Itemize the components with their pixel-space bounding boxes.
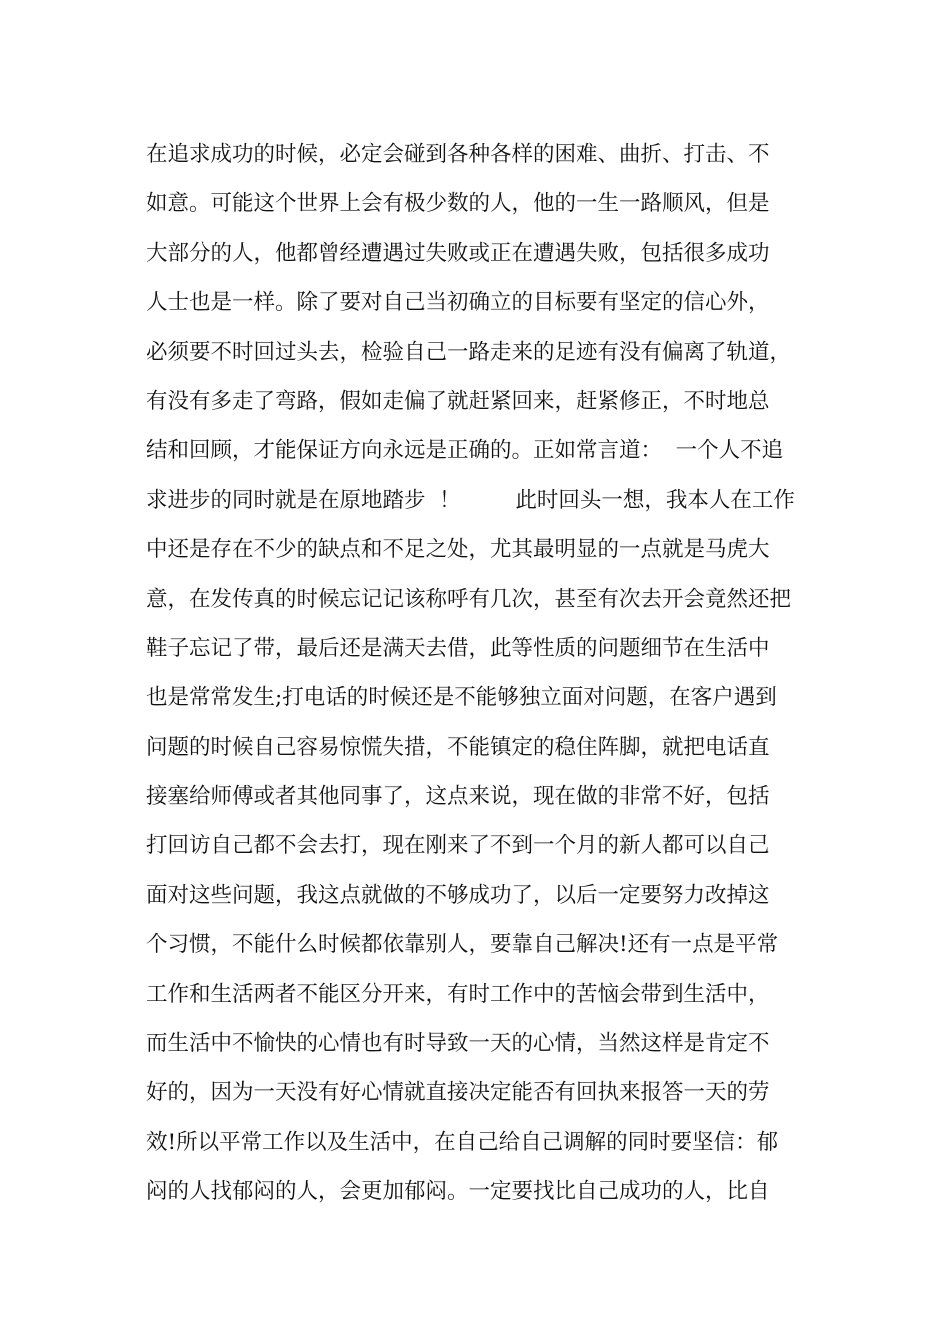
text-line: 而生活中不愉快的心情也有时导致一天的心情，当然这样是肯定不 bbox=[146, 1031, 770, 1057]
body-text bbox=[146, 130, 826, 1217]
text-line: 大部分的人，他都曾经遭遇过失败或正在遭遇失败，包括很多成功 bbox=[146, 240, 770, 266]
text-line: 如意。可能这个世界上会有极少数的人，他的一生一路顺风，但是 bbox=[146, 191, 770, 217]
text-line: 意，在发传真的时候忘记记该称呼有几次，甚至有次去开会竟然还把 bbox=[146, 586, 792, 612]
text-line: 也是常常发生;打电话的时候还是不能够独立面对问题，在客户遇到 bbox=[146, 685, 777, 711]
text-line: 必须要不时回过头去，检验自己一路走来的足迹有没有偏离了轨道， bbox=[146, 339, 792, 365]
text-line: 个习惯，不能什么时候都依靠别人，要靠自己解决!还有一点是平常 bbox=[146, 932, 779, 958]
text-line: 面对这些问题，我这点就做的不够成功了，以后一定要努力改掉这 bbox=[146, 882, 770, 908]
text-line: 工作和生活两者不能区分开来，有时工作中的苦恼会带到生活中， bbox=[146, 981, 770, 1007]
text-line: 效!所以平常工作以及生活中，在自己给自己调解的同时要坚信：郁 bbox=[146, 1129, 779, 1155]
text-line: 好的，因为一天没有好心情就直接决定能否有回执来报答一天的劳 bbox=[146, 1080, 770, 1106]
text-line: 鞋子忘记了带，最后还是满天去借，此等性质的问题细节在生活中 bbox=[146, 635, 770, 661]
text-line: 在追求成功的时候，必定会碰到各种各样的困难、曲折、打击、不 bbox=[146, 142, 770, 167]
text-line: 接塞给师傅或者其他同事了，这点来说，现在做的非常不好，包括 bbox=[146, 784, 770, 810]
text-line: 有没有多走了弯路，假如走偏了就赶紧回来，赶紧修正，不时地总 bbox=[146, 388, 770, 414]
text-line: 求进步的同时就是在原地踏步 ！ 此时回头一想，我本人在工作 bbox=[146, 487, 795, 513]
text-line: 问题的时候自己容易惊慌失措，不能镇定的稳住阵脚，就把电话直 bbox=[146, 734, 770, 760]
text-line: 闷的人找郁闷的人，会更加郁闷。一定要找比自己成功的人，比自 bbox=[146, 1179, 770, 1205]
text-line: 人士也是一样。除了要对自己当初确立的目标要有坚定的信心外， bbox=[146, 290, 770, 316]
text-line: 中还是存在不少的缺点和不足之处，尤其最明显的一点就是马虎大 bbox=[146, 537, 770, 563]
text-line: 结和回顾，才能保证方向永远是正确的。正如常言道： 一个人不追 bbox=[146, 438, 784, 464]
text-line: 打回访自己都不会去打，现在刚来了不到一个月的新人都可以自己 bbox=[146, 833, 770, 859]
